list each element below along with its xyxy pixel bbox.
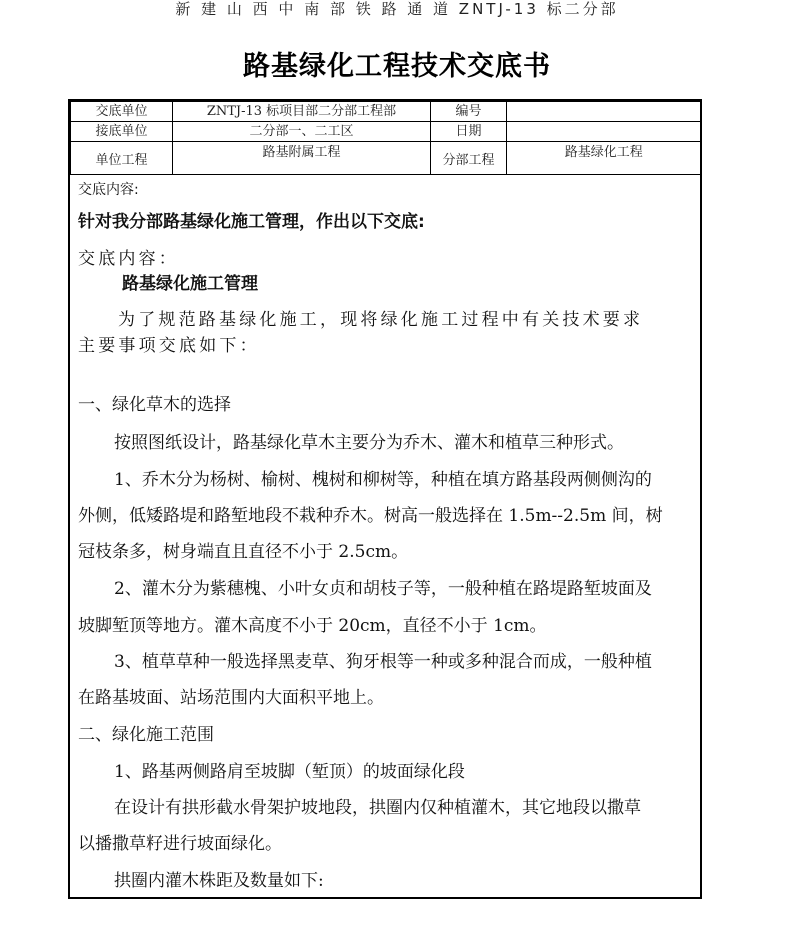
handover-document-frame [68, 99, 702, 899]
date-value [507, 122, 701, 142]
intro-text: 针对我分部路基绿化施工管理，作出以下交底: [78, 212, 425, 232]
paragraph-line: 2、灌木分为紫穗槐、小叶女贞和胡枝子等，一般种植在路堤路堑坡面及 [114, 579, 652, 599]
paragraph-line: 按照图纸设计，路基绿化草木主要分为乔木、灌木和植草三种形式。 [114, 433, 624, 453]
paragraph-line: 拱圈内灌木株距及数量如下: [114, 871, 324, 891]
unit-project-label: 单位工程 [71, 142, 173, 175]
paragraph-line: 1、乔木分为杨树、榆树、槐树和柳树等，种植在填方路基段两侧侧沟的 [114, 470, 652, 490]
organization-header: 新 建 山 西 中 南 部 铁 路 通 道 ZNTJ-13 标二分部 [175, 0, 619, 18]
number-label: 编号 [431, 102, 507, 122]
division-project-label: 分部工程 [431, 142, 507, 175]
section-heading: 一、绿化草木的选择 [78, 395, 231, 415]
paragraph-line: 1、路基两侧路肩至坡脚（堑顶）的坡面绿化段 [114, 762, 465, 782]
document-title: 路基绿化工程技术交底书 [243, 51, 551, 82]
number-value [507, 102, 701, 122]
issuing-unit-label: 交底单位 [71, 102, 173, 122]
table-row [71, 122, 701, 142]
paragraph-line: 冠枝条多，树身端直且直径不小于 2.5cm。 [78, 542, 409, 562]
content-label: 交底内容: [78, 182, 139, 198]
table-row [71, 102, 701, 122]
paragraph-line: 3、植草草种一般选择黑麦草、狗牙根等一种或多种混合而成，一般种植 [114, 652, 652, 672]
section-subtitle: 路基绿化施工管理 [122, 274, 258, 294]
paragraph-line: 为了规范路基绿化施工，现将绿化施工过程中有关技术要求 [118, 310, 644, 330]
unit-project-value: 路基附属工程 [173, 142, 431, 175]
issuing-unit-value: ZNTJ-13 标项目部二分部工程部 [173, 102, 431, 122]
table-row [71, 142, 701, 175]
info-table [70, 101, 701, 175]
paragraph-line: 外侧，低矮路堤和路堑地段不栽种乔木。树高一般选择在 1.5m--2.5m 间，树 [78, 506, 663, 526]
paragraph-line: 在路基坡面、站场范围内大面积平地上。 [78, 688, 384, 708]
paragraph-line: 主要事项交底如下： [78, 336, 260, 356]
paragraph-line: 以播撒草籽进行坡面绿化。 [78, 834, 282, 854]
paragraph-line: 在设计有拱形截水骨架护坡地段，拱圈内仅种植灌木，其它地段以撒草 [114, 798, 641, 818]
receiving-unit-label: 接底单位 [71, 122, 173, 142]
paragraph-line: 坡脚堑顶等地方。灌木高度不小于 20cm，直径不小于 1cm。 [78, 616, 547, 636]
content-label-2: 交底内容： [78, 249, 179, 269]
section-heading: 二、绿化施工范围 [78, 725, 214, 745]
receiving-unit-value: 二分部一、二工区 [173, 122, 431, 142]
date-label: 日期 [431, 122, 507, 142]
division-project-value: 路基绿化工程 [507, 142, 701, 175]
